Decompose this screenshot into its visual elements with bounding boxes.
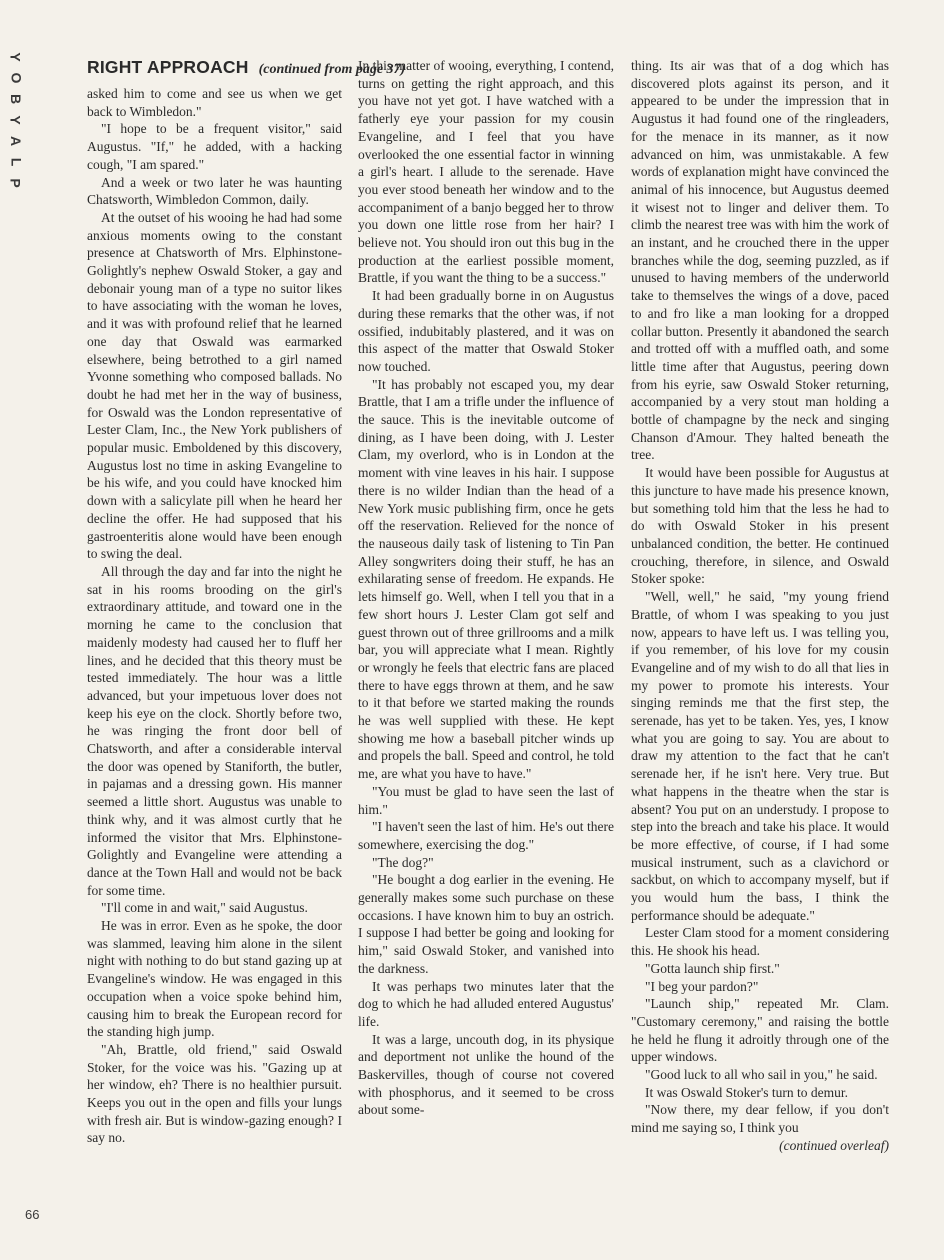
paragraph: "Launch ship," repeated Mr. Clam. "Customary ceremony," and raising the bottle he held he flung it adroitly through one of the upper windows. <box>631 996 889 1065</box>
side-letter: Y <box>8 52 24 62</box>
text-column-1 <box>87 85 342 1147</box>
side-letter: Y <box>8 115 24 125</box>
paragraph: "Ah, Brattle, old friend," said Oswald Stoker, for the voice was his. "Gazing up at her window, eh? There is no healthier pursuit. Keeps you out in the open and fills your lungs with fresh air. But is window-gazing enough? I say no. <box>87 1041 342 1146</box>
paragraph: "He bought a dog earlier in the evening. He generally makes some such purchase on these occasions. I have known him to buy an ostrich. I suppose I had better be going and looking for him," said Oswald Stoker, and vanished into the darkness. <box>358 872 614 976</box>
article-continuation-note: (continued from page 37) <box>258 62 406 77</box>
paragraph: It was Oswald Stoker's turn to demur. <box>645 1084 849 1100</box>
paragraph: "Well, well," he said, "my young friend Brattle, of whom I was speaking to you just now, appears to have left us. I was telling you, if you remember, of his love for my cousin Evangeline and of my wish to do all that lies in my power to promote his interests. Your singing reminds me that the first step, the serenade, has yet to be taken. Yes, yes, I know what you are going to say. You are about to draw my attention to the fact that he can't serenade her, if he isn't here. Very true. But what happens in the theatre when the star is absent? You put on an understudy. I propose to step into the breach and take his place. It would be more effective, of course, if I had some musical instrument, such as a clavichord or sackbut, on which to accompany myself, but if you would hum the bass, I think the performance should be adequate." <box>631 589 889 923</box>
paragraph: It was a large, uncouth dog, in its physique and deportment not unlike the hound of the Baskervilles, though of course not covered with phosphorus, and it seemed to be cross about some- <box>358 1031 614 1118</box>
paragraph: He was in error. Even as he spoke, the door was slammed, leaving him alone in the silent night with nothing to do but stand gazing up at Evangeline's window. He was engaged in this occupation when a voice spoke behind him, causing him to break the European record for the standing high jump. <box>87 918 342 1040</box>
paragraph: "I hope to be a frequent visitor," said Augustus. "If," he added, with a hacking cough, "I am spared." <box>87 121 342 172</box>
side-letter: A <box>8 135 24 147</box>
paragraph: It was perhaps two minutes later that the dog to which he had alluded entered Augustus' life. <box>358 978 614 1029</box>
paragraph: It would have been possible for Augustus at this juncture to have made his presence known, but something told him that the less he had to do with Oswald Stoker in his present unbalanced condition, the better. He continued crouching, therefore, in silence, and Oswald Stoker spoke: <box>631 465 889 587</box>
paragraph: asked him to come and see us when we get back to Wimbledon." <box>87 86 342 119</box>
side-letter: O <box>7 72 24 84</box>
paragraph: In this matter of wooing, everything, I contend, turns on getting the right approach, and this you have not yet got. I have watched with a fatherly eye your passion for my cousin Evangeline, and I feel that you have overlooked the one essential factor in winning a girl's heart. I allude to the serenade. Have you ever stood beneath her window and to the accompaniment of a banjo begged her to throw you down one little rose from her hair? I believe not. You should iron out this bug in the production at the earliest possible moment, Brattle, if you want the thing to be a success." <box>358 58 614 286</box>
side-letter: B <box>8 93 24 105</box>
paragraph: thing. Its air was that of a dog which has discovered plots against its person, and it appeared to be under the impression that in Augustus it had found one of the ringleaders, for the menace in its manner, as it now advanced on him, was unmistakable. A few words of explanation might have convinced the animal of his innocence, but Augustus deemed it wisest not to linger and deliver them. To climb the nearest tree was with him the work of an instant, and he crouched there in the upper branches while the dog, seeming puzzled, as if unused to having members of the underworld take to themselves the wings of a dove, paced to and fro like a man looking for a dropped collar button. Presently it abandoned the search and trotted off with a muffled oath, and some little time after that Augustus, peering down from his eyrie, saw Oswald Stoker returning, accompanied by a very stout man holding a bottle of champagne by the neck and singing Chanson d'Amour. They halted beneath the tree. <box>631 58 889 463</box>
article-title: RIGHT APPROACH <box>87 57 249 77</box>
text-column-2 <box>358 57 614 1119</box>
continued-overleaf-note: (continued overleaf) <box>779 1137 889 1153</box>
paragraph: Lester Clam stood for a moment considering this. He shook his head. <box>631 925 889 959</box>
paragraph: "I'll come in and wait," said Augustus. <box>101 900 308 916</box>
paragraph: All through the day and far into the night he sat in his rooms brooding on the girl's extraordinary attitude, and toward one in the morning he came to the conclusion that maidenly modesty had caused her to fluff her lines, and he decided that this theory must be tested immediately. The hour was a little advanced, but your impetuous lover does not keep his eye on the clock. Shortly before two, he was ringing the front door bell of Chatsworth, and after a considerable interval the door was opened by Staniforth, the butler, in pajamas and a dressing gown. His manner seemed a little short. Augustus was unable to think why, and it was almost curtly that he informed the visitor that Mrs. Elphinstone-Golightly and Evangeline were attending a dance at the Town Hall and would not be back for some time. <box>87 563 342 898</box>
paragraph: At the outset of his wooing he had had some anxious moments owing to the constant presence at Chatsworth of Mrs. Elphinstone-Golightly's nephew Oswald Stoker, a gay and debonair young man of a type no suitor likes to have associating with the woman he loves, and it was with profound relief that he learned one day that Oswald was earmarked elsewhere, being betrothed to a girl named Yvonne something who composed ballads. No doubt he had met her in the way of business, for Oswald was the London representative of Lester Clam, Inc., the New York publishers of popular music. Emboldened by this discovery, Augustus lost no time in asking Evangeline to be his wife, and you could have knocked him down with a salicylate pill when he heard her decline the offer. He had supposed that his gastroenteritis alone would have been enough to swing the deal. <box>87 209 342 562</box>
magazine-side-logo <box>7 50 25 190</box>
page-number: 66 <box>25 1207 40 1222</box>
paragraph: "It has probably not escaped you, my dear Brattle, that I am a trifle under the influence of the sauce. This is the inevitable outcome of dining, as I have been doing, with J. Lester Clam, my overlord, who is in London at the moment with vine leaves in his hair. I suppose there is no wilder Indian than the head of a New York music publishing firm, once he gets off the reservation. Relieved for the nonce of the nauseous daily task of listening to Tin Pan Alley songwriters doing their stuff, he has an exhilarating sense of freedom. He expands. He lets himself go. Well, when I tell you that in a few short hours J. Lester Clam got self and guest thrown out of three grillrooms and a milk bar, you will appreciate what I mean. Rightly or wrongly he feels that electric fans are placed there to have eggs thrown at them, and he saw to it that before we started making the rounds he was well supplied with these. He kept showing me how a baseball pitcher winds up and propels the ball. Speed and control, he told me, are what you have to have." <box>358 376 614 782</box>
paragraph: "Now there, my dear fellow, if you don't mind me saying so, I think you <box>631 1102 889 1136</box>
side-letter: L <box>8 157 24 167</box>
side-letter: P <box>8 178 24 188</box>
paragraph: "Gotta launch ship first." <box>645 960 780 976</box>
paragraph: "I beg your pardon?" <box>645 978 759 994</box>
paragraph: "The dog?" <box>372 854 434 870</box>
paragraph: "Good luck to all who sail in you," he said. <box>645 1067 878 1083</box>
paragraph: "You must be glad to have seen the last of him." <box>358 783 614 817</box>
paragraph: And a week or two later he was haunting Chatsworth, Wimbledon Common, daily. <box>87 174 342 208</box>
text-column-3 <box>631 57 889 1155</box>
paragraph: It had been gradually borne in on Augustus during these remarks that the other was, if not ossified, indubitably plastered, and it was on this aspect of the matter that Oswald Stoker now touched. <box>358 288 614 374</box>
paragraph: "I haven't seen the last of him. He's out there somewhere, exercising the dog." <box>358 819 614 852</box>
